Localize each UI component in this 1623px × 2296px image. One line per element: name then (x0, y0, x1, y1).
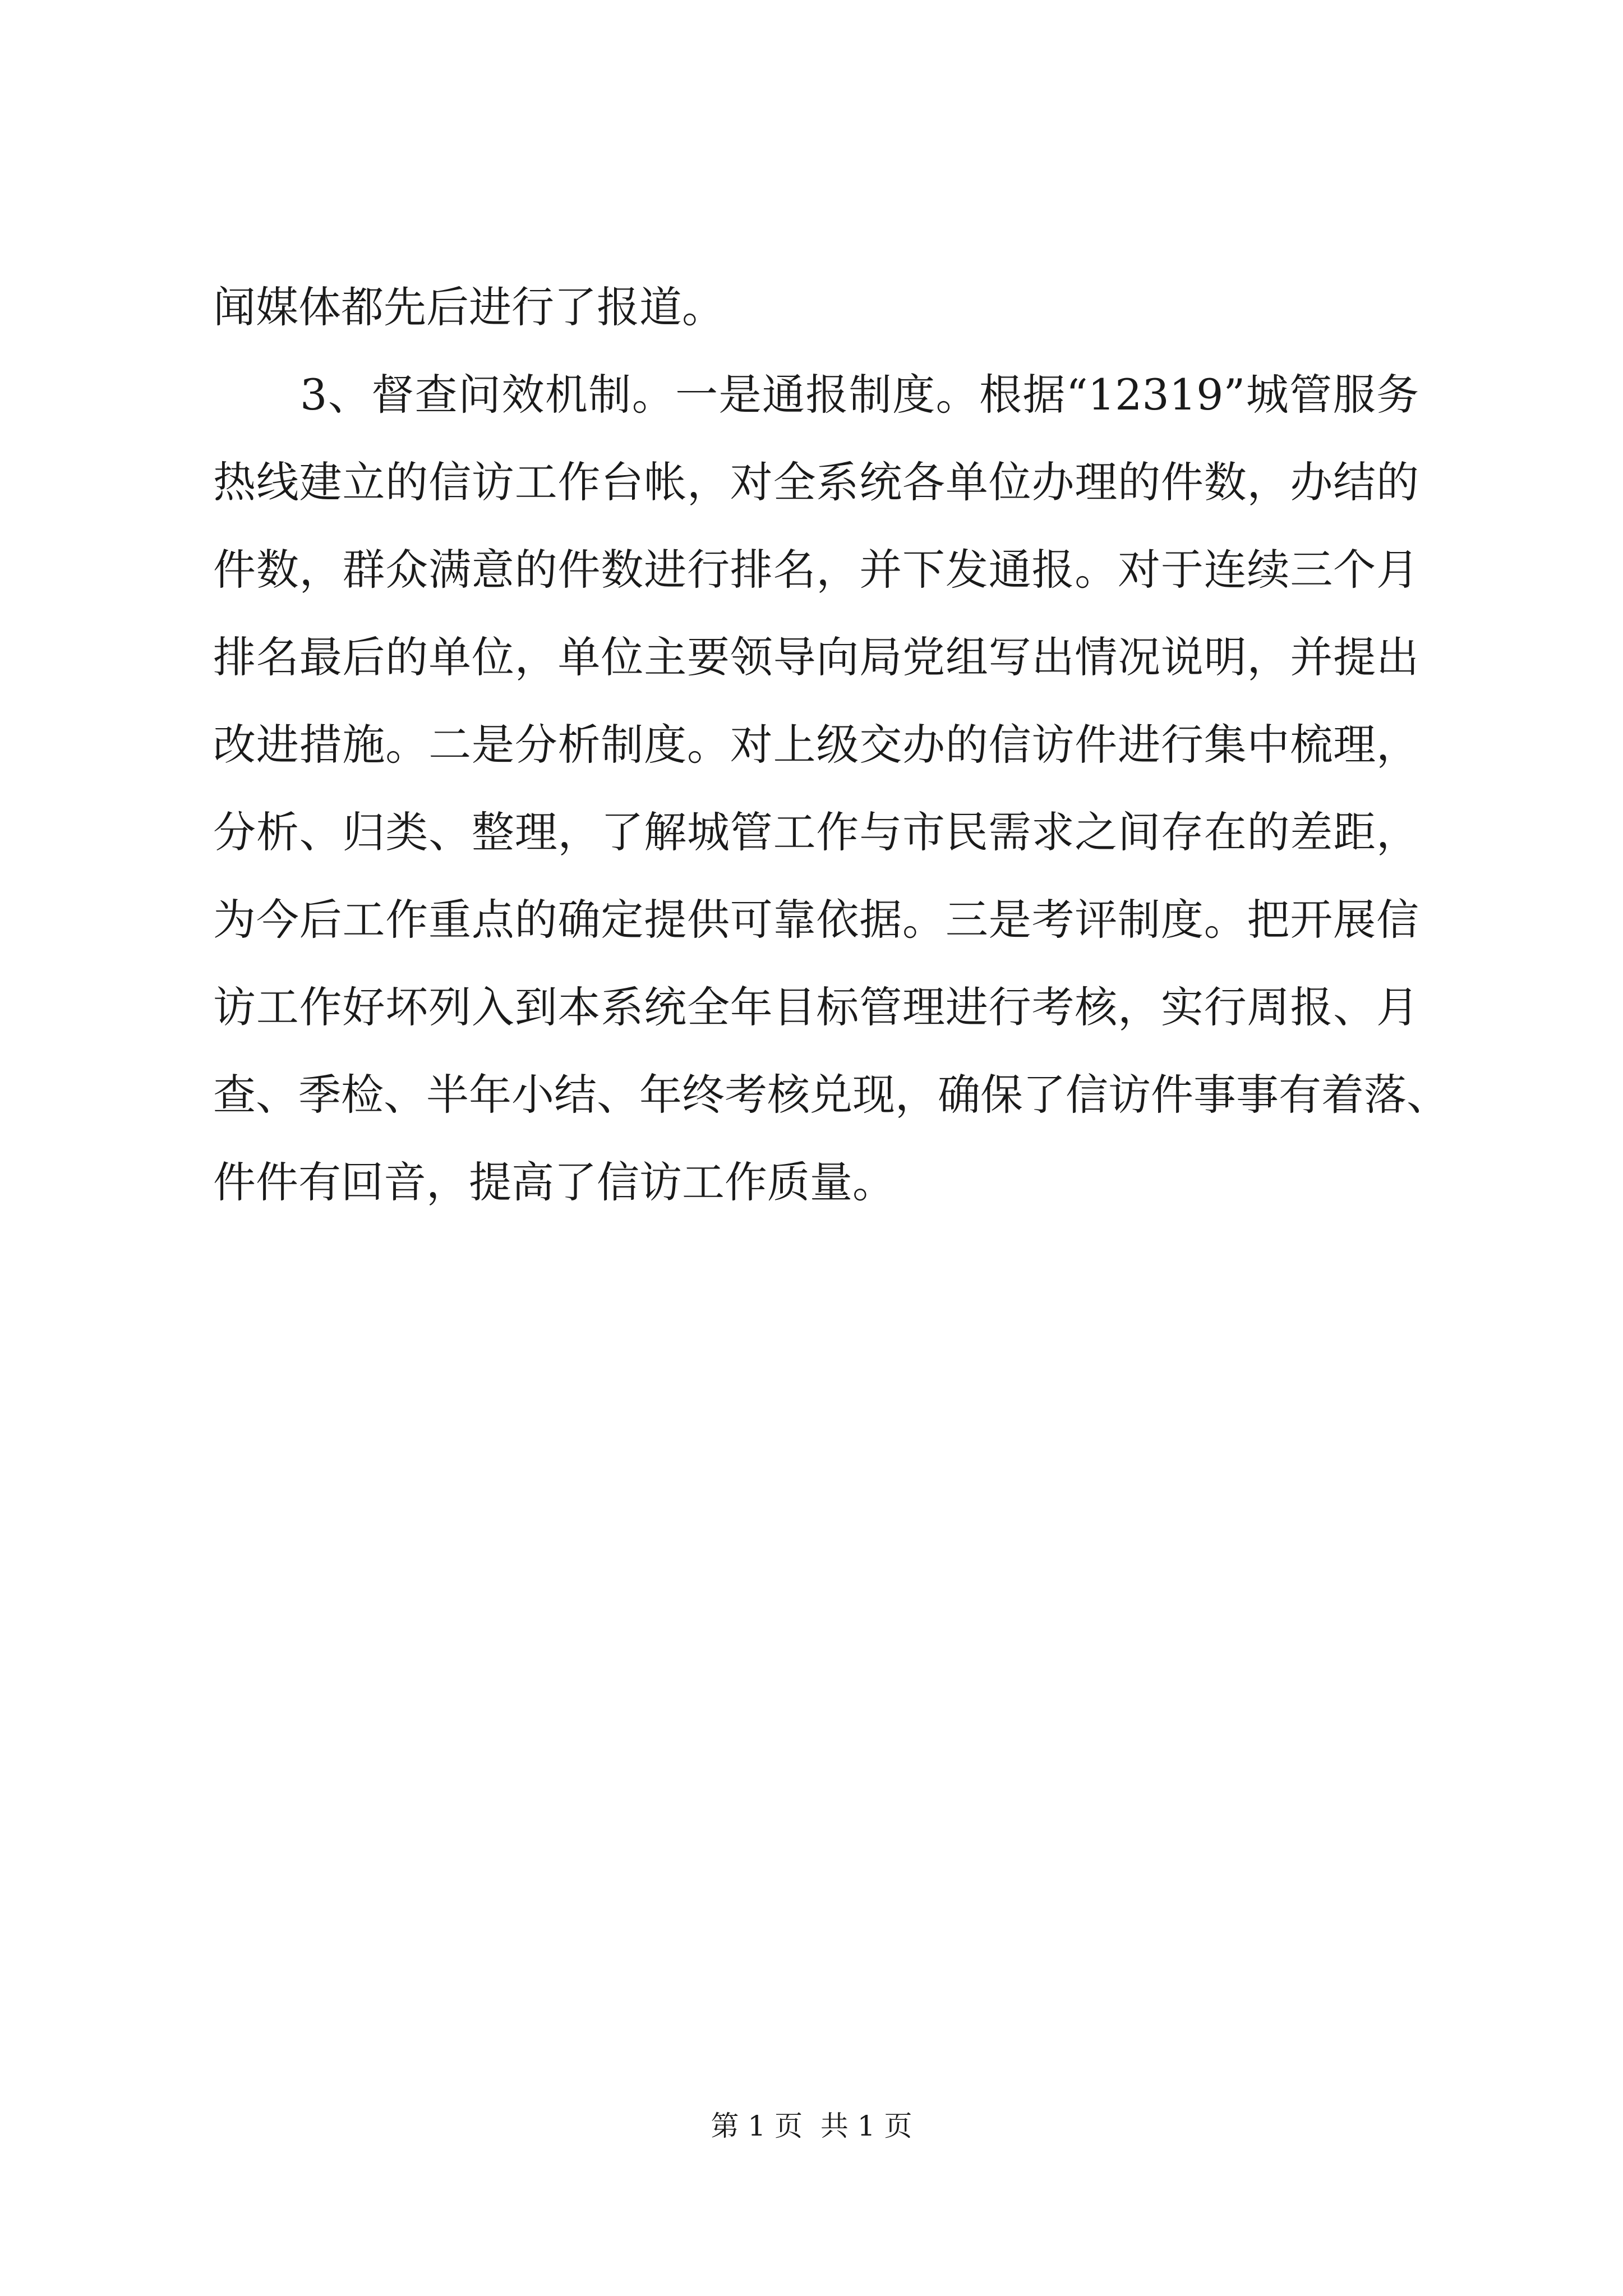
paragraph-line: 件件有回音，提高了信访工作质量。 (213, 1157, 895, 1207)
paragraph-line: 闻媒体都先后进行了报道。 (213, 282, 725, 332)
page-number-footer: 第 1 页 共 1 页 (711, 2110, 912, 2142)
paragraph-line: 改进措施。二是分析制度。对上级交办的信访件进行集中梳理， (213, 720, 1419, 770)
paragraph-line: 3、督查问效机制。一是通报制度。根据“12319”城管服务 (300, 370, 1419, 420)
paragraph-line: 分析、归类、整理，了解城管工作与市民需求之间存在的差距， (213, 807, 1419, 857)
paragraph-line: 为今后工作重点的确定提供可靠依据。三是考评制度。把开展信 (213, 895, 1419, 945)
paragraph-line: 热线建立的信访工作台帐，对全系统各单位办理的件数，办结的 (213, 457, 1419, 507)
body-text (213, 264, 1449, 1226)
paragraph-line: 件数，群众满意的件数进行排名，并下发通报。对于连续三个月 (213, 545, 1419, 595)
paragraph-line: 查、季检、半年小结、年终考核兑现，确保了信访件事事有着落、 (213, 1070, 1449, 1120)
paragraph-line: 排名最后的单位，单位主要领导向局党组写出情况说明，并提出 (213, 632, 1419, 682)
paragraph-line: 访工作好坏列入到本系统全年目标管理进行考核，实行周报、月 (213, 982, 1419, 1032)
